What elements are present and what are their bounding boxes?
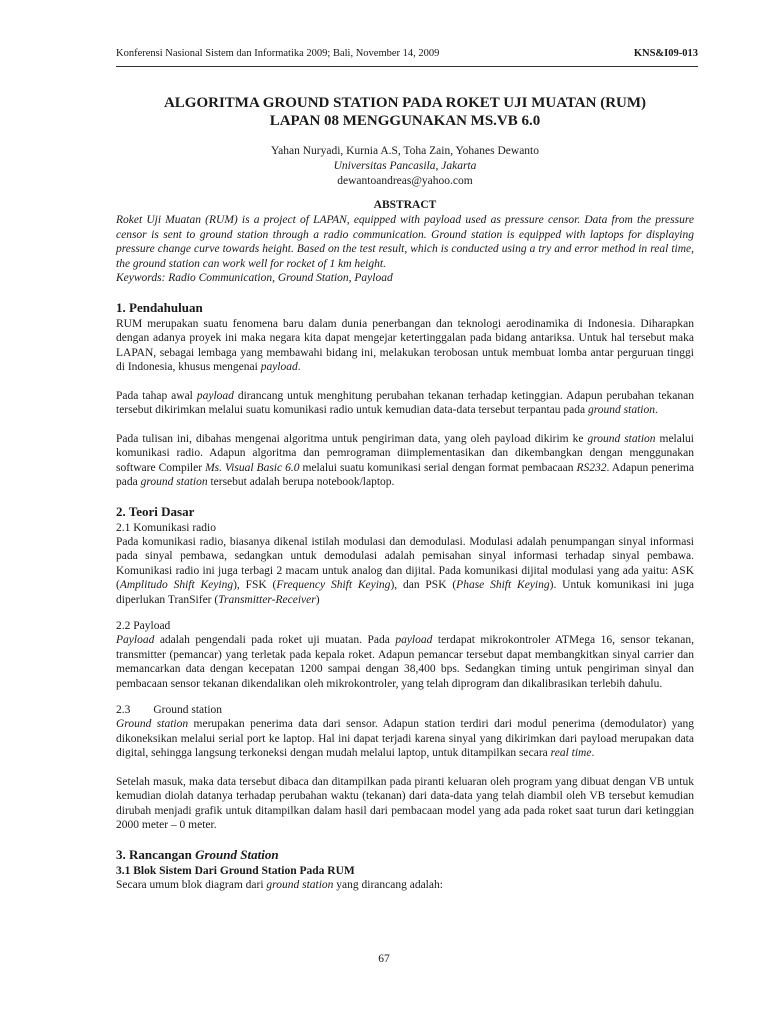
text-run: Ground station (116, 718, 189, 730)
subsection-2-3-heading: 2.3 Ground station (116, 704, 223, 716)
abstract-keywords: Keywords: Radio Communication, Ground Station, Payload (116, 272, 393, 284)
text-run: ). Untuk komunikasi ini juga diperlukan TranSifer ( (116, 579, 694, 606)
paragraph (116, 317, 694, 375)
section-1-heading: 1. Pendahuluan (116, 299, 203, 315)
text-run: yang dirancang adalah: (333, 878, 443, 891)
text-run: Amplitudo Shift Keying (119, 579, 234, 591)
paragraph (116, 717, 694, 761)
author-affiliation: Universitas Pancasila, Jakarta (333, 160, 477, 172)
header-paper-id: KNS&I09-013 (633, 48, 698, 59)
text-run: melalui suatu komunikasi serial dengan format pembacaan (299, 461, 577, 474)
header-rule (116, 66, 698, 67)
abstract-heading: ABSTRACT (373, 199, 437, 211)
text-run: . (297, 361, 301, 373)
text-run: terdapat mikrokontroler ATMega 16, sensor tekanan, transmitter (pemancar) yang terletak pada kepala roket. Adapun pemancar tersebut dapat membangkitkan sinyal carrier dan memancarkan data dengan kecepatan 1200 sampai dengan 38,400 bps. Sedangkan timing untuk pengiriman sinyal dan pembacaan sensor tekanan dikendalikan oleh mikrokontroler, yang telah diprogram dan dikalibrasikan terlebih dahulu. (116, 634, 694, 690)
text-run: ground station (587, 432, 656, 445)
paper-body (116, 94, 694, 892)
paragraph (116, 878, 694, 893)
text-run: adalah pengendali pada roket uji muatan. Pada (154, 634, 396, 646)
text-run: dirancang untuk menghitung perubahan tekanan terhadap ketinggian. Adapun perubahan tekanan tersebut dikirimkan melalui suatu komunikasi radio untuk kemudian data-data tersebut terpantau pada (116, 389, 695, 416)
text-run: Payload (116, 634, 155, 646)
paragraph (116, 633, 694, 691)
text-run: tersebut adalah berupa notebook/laptop. (207, 476, 395, 488)
author-names: Yahan Nuryadi, Kurnia A.S, Toha Zain, Yohanes Dewanto (270, 145, 540, 157)
abstract-text (116, 213, 694, 286)
text-run: . (654, 404, 658, 416)
text-run: ) (315, 593, 320, 606)
text-run: melalui komunikasi radio. Adapun algoritma dan pemrograman diimplementasikan dan dikembangkan dengan menggunakan software Compiler (116, 432, 694, 474)
page-number: 67 (378, 953, 390, 965)
subsection-3-1-heading: 3.1 Blok Sistem Dari Ground Station Pada RUM (116, 864, 355, 877)
text-run: Setelah masuk, maka data tersebut dibaca dan ditampilkan pada piranti keluaran oleh program yang dibuat dengan VB untuk kemudian diolah datanya terhadap perubahan waktu (tekanan) dari data-data yang telah diambil oleh VB tersebut kemudian dirubah menjadi grafik untuk ditampilkan dalam hasil dari pembacaan model yang ada pada roket saat turun dari ketinggian 2000 meter – 0 meter. (116, 775, 694, 831)
text-run: Pada tulisan ini, dibahas mengenai algoritma untuk pengiriman data, yang oleh payload dikirim ke (116, 432, 588, 445)
title-line-1: ALGORITMA GROUND STATION PADA ROKET UJI MUATAN (RUM) (163, 95, 647, 111)
text-run: Frequency Shift Keying (276, 579, 391, 591)
paragraph (116, 535, 694, 608)
text-run: merupakan penerima data dari sensor. Adapun station terdiri dari modul penerima (demodulator) yang dikoneksikan melalui serial port ke laptop. Hal ini dapat terjadi karena sinyal yang dikirimkan dari payload merupakan data digital, sehingga langsung terkoneksi dengan mudah melalui laptop, untuk ditampilkan secara (116, 718, 694, 759)
section-3-heading (116, 847, 694, 862)
text-run: real time (550, 747, 592, 759)
paragraph (116, 775, 694, 833)
text-run: Ms. Visual Basic 6.0 (205, 461, 300, 474)
text-run: 3. Rancangan (116, 846, 196, 862)
text-run: . Adapun penerima pada (116, 461, 694, 488)
text-run: . (591, 747, 595, 759)
paper-title (116, 94, 694, 130)
paragraph (116, 389, 694, 418)
text-run: ground station (588, 404, 655, 416)
text-run: Phase Shift Keying (456, 579, 550, 591)
section-2-heading: 2. Teori Dasar (116, 503, 195, 519)
text-run: Pada komunikasi radio, biasanya dikenal istilah modulasi dan demodulasi. Modulasi adalah penumpangan sinyal informasi pada sinyal pembawa, sedangkan untuk demodulasi adalah pemisahan sinyal informasi terhadap sinyal pembawa. Komunikasi radio ini juga terbagi 2 macam untuk analog dan dijital. Pada komunikasi dijital modulasi yang ada yaitu: ASK ( (116, 535, 694, 591)
text-run: payload (395, 634, 433, 646)
text-run: Transmitter-Receiver (218, 593, 316, 606)
text-run: payload (196, 389, 234, 402)
text-run: Pada tahap awal (116, 389, 197, 402)
author-email: dewantoandreas@yahoo.com (337, 175, 473, 187)
text-run: ground station (266, 878, 334, 891)
paragraph (116, 432, 694, 490)
subsection-2-2-heading: 2.2 Payload (116, 620, 171, 632)
subsection-2-1-heading: 2.1 Komunikasi radio (116, 521, 216, 534)
text-run: Ground Station (195, 846, 279, 862)
abstract-body: Roket Uji Muatan (RUM) is a project of LAPAN, equipped with payload used as pressure censor. Data from the pressure censor is sent to ground station through a radio communication. Ground station is equipped with laptops for displaying pressure change curve towards height. Based on the test result, which is conducted using a try and error method in real time, the ground station can work well for rocket of 1 km height. (116, 214, 694, 270)
text-run: ), FSK ( (233, 579, 277, 591)
author-block (116, 144, 694, 189)
text-run: RUM merupakan suatu fenomena baru dalam dunia penerbangan dan teknologi aerodinamika di Indonesia. Diharapkan dengan adanya proyek ini maka negara kita dapat mengejar ketertinggalan pada bidang antariksa. Untuk hal tersebut maka LAPAN, sebagai lembaga yang membawahi bidang ini, melakukan terobosan untuk membuat lomba antar perguruan tinggi di Indonesia, khusus mengenai (116, 317, 694, 373)
text-run: ), dan PSK ( (390, 579, 457, 591)
text-run: RS232 (576, 461, 607, 474)
title-line-2: LAPAN 08 MENGGUNAKAN MS.VB 6.0 (269, 113, 541, 129)
running-header (116, 48, 698, 64)
text-run: payload (260, 361, 298, 373)
text-run: Secara umum blok diagram dari (116, 878, 267, 891)
text-run: ground station (140, 476, 208, 488)
header-conference: Konferensi Nasional Sistem dan Informatika 2009; Bali, November 14, 2009 (116, 48, 440, 59)
